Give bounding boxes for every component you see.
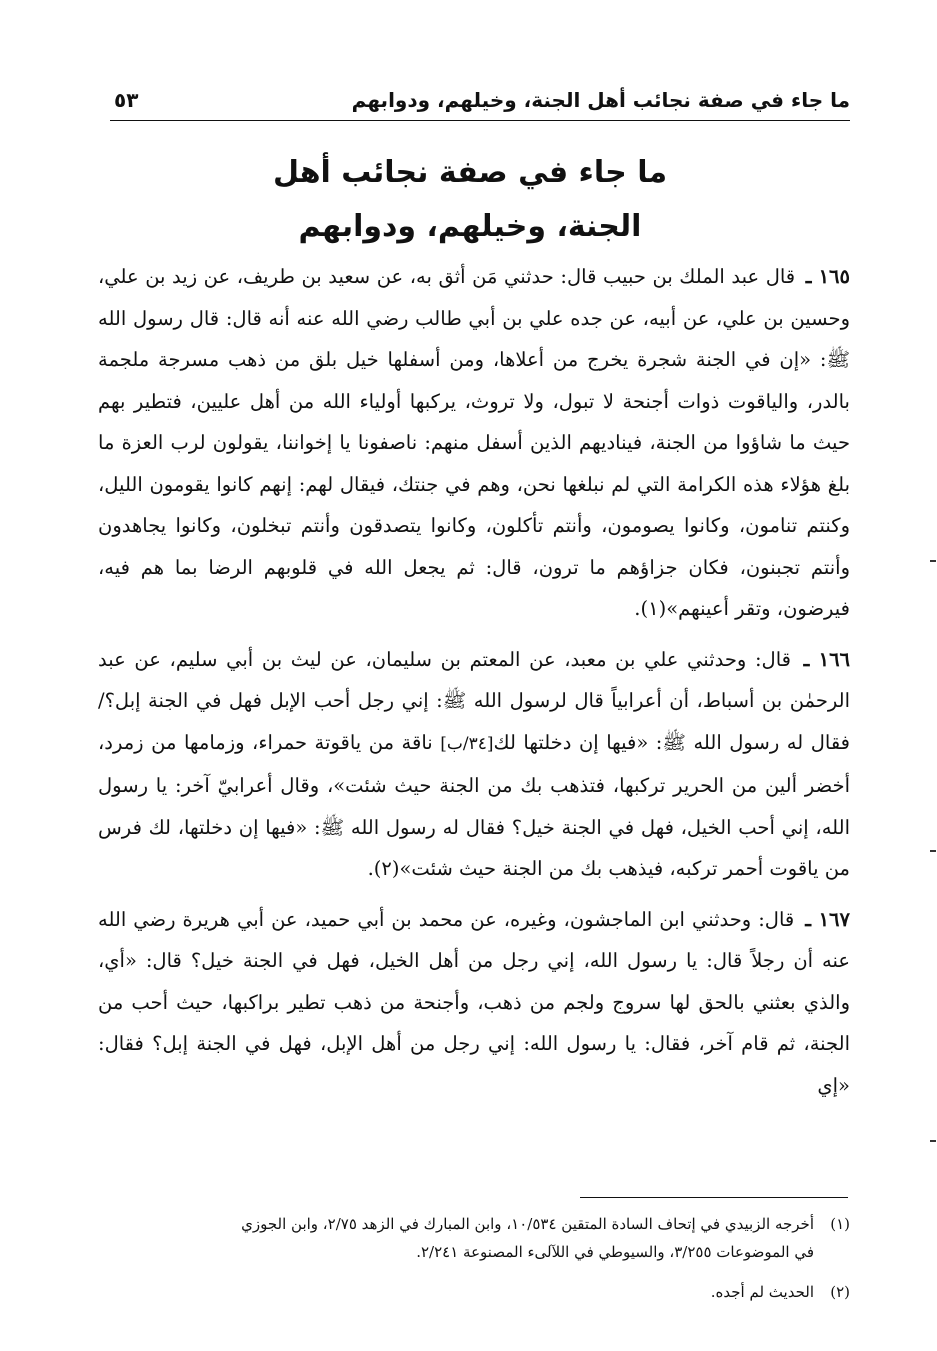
body-text	[98, 256, 850, 1115]
footnotes	[230, 1210, 850, 1318]
chapter-title-line-2: الجنة، وخيلهم، ودوابهم	[298, 209, 642, 244]
paragraph-166	[98, 639, 850, 890]
chapter-title	[150, 146, 790, 254]
folio-marker: [٣٤/ب]	[440, 733, 494, 754]
footnote-2	[230, 1278, 850, 1306]
paragraph-text: قال عبد الملك بن حبيب قال: حدثني مَن أثق به، عن سعيد بن طريف، عن زيد بن علي، وحسين بن علي، عن أبيه، عن جده علي بن أبي طالب رضي الله عنه أنه قال: قال رسول الله ﷺ: «إن في الجنة شجرة يخرج من أعلاها، ومن أسفلها خيل بلق من ذهب مسرجة ملجمة بالدر، والياقوت ذوات أجنحة لا تبول، ولا تروث، يركبها أولياء الله من أهل عليين، فتطير بهم حيث ما شاؤوا من الجنة، فيناديهم الذين أسفل منهم: ناصفونا يا إخواننا، يقولون لرب العزة ما بلغ هؤلاء هذه الكرامة التي لم نبلغها نحن، وهم في جنتك، فيقال لهم: إنهم كانوا يقومون الليل، وكنتم تنامون، وكانوا يصومون، وأنتم تأكلون، وكانوا يتصدقون وأنتم تبخلون، وكانوا يجاهدون وأنتم تجبنون، فكان جزاؤهم ما ترون، قال: ثم يجعل الله في قلوبهم الرضا بما هم فيه، فيرضون، وتقر أعينهم»(١).	[98, 265, 850, 620]
footnote-text: الحديث لم أجده.	[710, 1283, 814, 1301]
running-title: ما جاء في صفة نجائب أهل الجنة، وخيلهم، ودوابهم	[351, 88, 850, 112]
footnote-number: (١)	[830, 1215, 850, 1233]
scan-margin-mark	[930, 850, 936, 852]
footnote-text: أخرجه الزبيدي في إتحاف السادة المتقين ١٠/٥٣٤، وابن المبارك في الزهد ٢/٧٥، وابن الجوزي في الموضوعات ٣/٢٥٥، والسيوطي في اللآلىء المصنوعة ٢/٢٤١.	[241, 1215, 814, 1261]
paragraph-text-continued: ناقة من ياقوتة حمراء، وزمامها من زمرد، أخضر ألين من الحرير تركبها، فتذهب بك من الجنة حيث شئت»، وقال أعرابيّ آخر: يا رسول الله، إني أحب الخيل، فهل في الجنة خيل؟ فقال له رسول الله ﷺ: «فيها إن دخلتها، لك فرس من ياقوت أحمر تركبه، فيذهب بك من الجنة حيث شئت»(٢).	[98, 730, 850, 880]
paragraph-text: قال: وحدثني ابن الماجشون، وغيره، عن محمد بن أبي حميد، عن أبي هريرة رضي الله عنه أن رجلاً قال: يا رسول الله، إني رجل من أهل الخيل، فهل في الجنة خيل؟ قال: «أي، والذي بعثني بالحق لها سروج ولجم من ذهب، وأجنحة من ذهب تطير براكبها، حيث أحب من الجنة، ثم قام آخر، فقال: يا رسول الله: إني رجل من أهل الإبل، فهل في الجنة إبل؟ فقال: «إي	[98, 907, 850, 1097]
chapter-title-line-1: ما جاء في صفة نجائب أهل	[272, 155, 668, 190]
footnote-number: (٢)	[830, 1283, 850, 1301]
hadith-number: ١٦٧ ـ	[805, 907, 850, 931]
paragraph-165	[98, 256, 850, 630]
footnote-separator	[580, 1197, 848, 1198]
hadith-number: ١٦٥ ـ	[805, 265, 850, 288]
running-header	[110, 86, 850, 121]
paragraph-text: قال: وحدثني علي بن معبد، عن المعتم بن سليمان، عن ليث بن أبي سليم، عن عبد الرحمٰن بن أسباط، أن أعرابياً قال لرسول الله ﷺ: إني رجل أحب الإبل فهل في الجنة إبل؟/ فقال له رسول الله ﷺ: «فيها إن دخلتها لك	[98, 647, 850, 754]
hadith-number: ١٦٦ ـ	[803, 647, 851, 671]
scan-margin-mark	[930, 560, 936, 562]
page-number: ٥٣	[114, 88, 139, 112]
paragraph-167	[98, 899, 850, 1107]
scan-margin-mark	[930, 1140, 936, 1142]
footnote-1	[230, 1210, 850, 1266]
